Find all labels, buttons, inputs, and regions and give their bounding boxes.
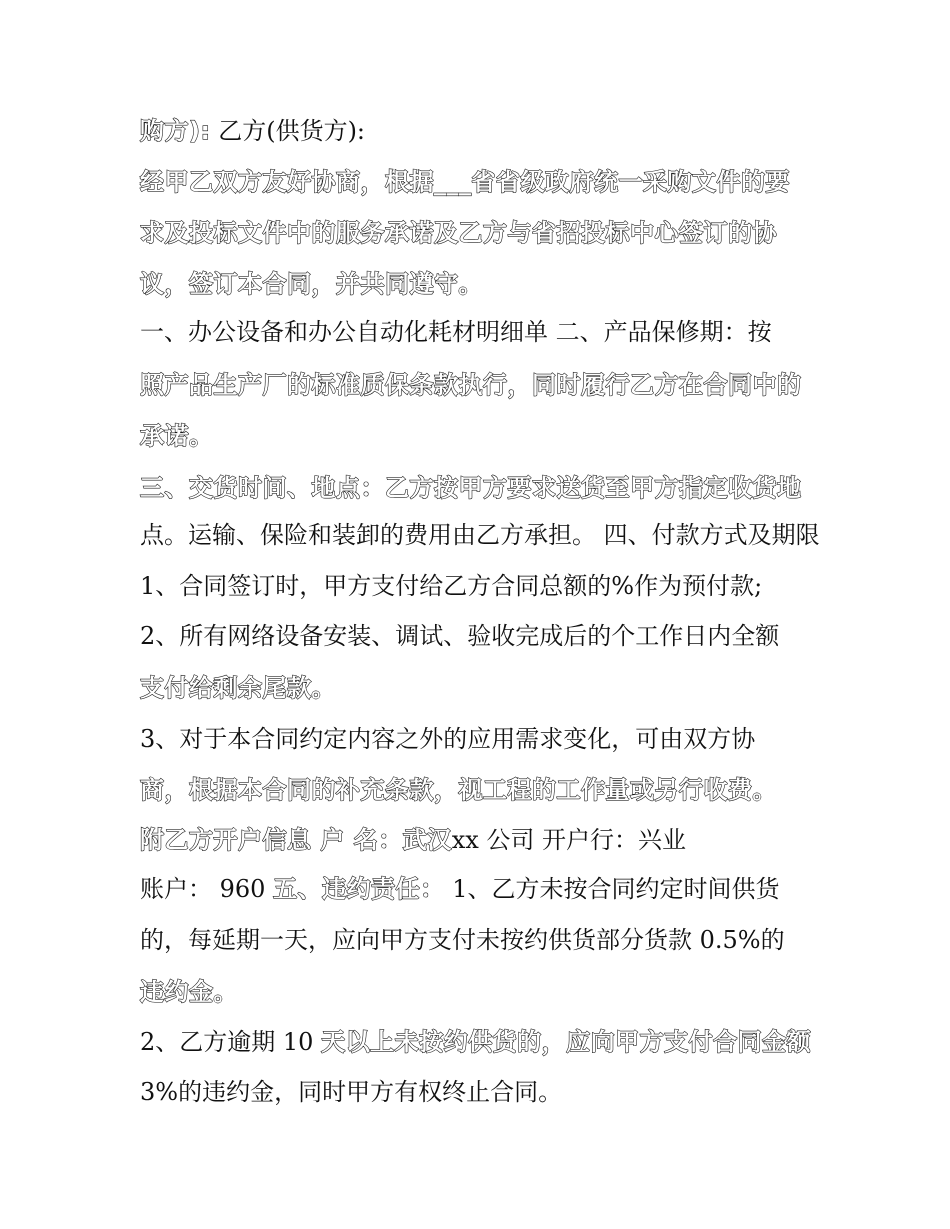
text-line — [140, 116, 365, 146]
text-segment: 1、合同签订时，甲方支付给乙方合同总额的%作为预付款; — [140, 572, 763, 600]
outlined-text-segment: 支付给剩余尾款。 — [140, 674, 336, 702]
text-line — [140, 1027, 811, 1057]
outlined-text-segment: 天以上未按约供货的，应向甲方支付合同金额 — [321, 1028, 812, 1056]
text-segment: 一、办公设备和办公自动化耗材明细单 二、产品保修期：按 — [140, 318, 772, 346]
text-line — [140, 977, 238, 1007]
outlined-text-segment: 照产品生产厂的标准质保条款执行，同时履行乙方在合同中的 — [140, 371, 802, 399]
text-line — [140, 571, 762, 601]
text-segment: 乙方(供货方): — [210, 117, 366, 145]
outlined-text-segment: 求及投标文件中的服务承诺及乙方与省招投标中心签订的协 — [140, 219, 777, 247]
text-line — [140, 925, 785, 955]
text-segment: 2、乙方逾期 10 — [140, 1028, 322, 1056]
text-line — [140, 520, 820, 550]
text-line — [140, 370, 802, 400]
text-segment: 2、所有网络设备安装、调试、验收完成后的个工作日内全额 — [140, 622, 780, 650]
outlined-text-segment: 经甲乙双方友好协商，根据___省省级政府统一采购文件的要 — [140, 168, 790, 196]
text-line — [140, 724, 755, 754]
text-line — [140, 269, 483, 299]
text-segment: 账户： 960 — [140, 875, 274, 903]
outlined-text-segment: 三、交货时间、地点：乙方按甲方要求送货至甲方指定收货地 — [140, 474, 802, 502]
text-line — [140, 825, 686, 855]
text-segment: 3、对于本合同约定内容之外的应用需求变化，可由双方协 — [140, 725, 756, 753]
text-line — [140, 167, 790, 197]
text-segment: 1、乙方未按合同约定时间供货 — [444, 875, 780, 903]
text-line — [140, 775, 777, 805]
text-segment: 的，每延期一天，应向甲方支付未按约供货部分货款 0.5%的 — [140, 926, 785, 954]
text-segment: xx 公司 开户行：兴业 — [451, 826, 687, 854]
text-line — [140, 421, 214, 451]
text-segment: 3%的违约金，同时甲方有权终止合同。 — [140, 1078, 563, 1106]
text-line — [140, 218, 777, 248]
outlined-text-segment: 承诺。 — [140, 422, 214, 450]
outlined-text-segment: 五、违约责任： — [273, 875, 445, 903]
text-line — [140, 473, 802, 503]
text-line — [140, 673, 336, 703]
outlined-text-segment: 购方): — [140, 117, 211, 145]
outlined-text-segment: 违约金。 — [140, 978, 238, 1006]
text-line — [140, 317, 772, 347]
outlined-text-segment: 附乙方开户信息 户 名：武汉 — [140, 826, 452, 854]
outlined-text-segment: 商，根据本合同的补充条款，视工程的工作量或另行收费。 — [140, 776, 777, 804]
text-line — [140, 874, 779, 904]
outlined-text-segment: 议，签订本合同，并共同遵守。 — [140, 270, 483, 298]
text-line — [140, 1077, 562, 1107]
text-segment: 点。运输、保险和装卸的费用由乙方承担。 四、付款方式及期限 — [140, 521, 820, 549]
text-line — [140, 621, 779, 651]
